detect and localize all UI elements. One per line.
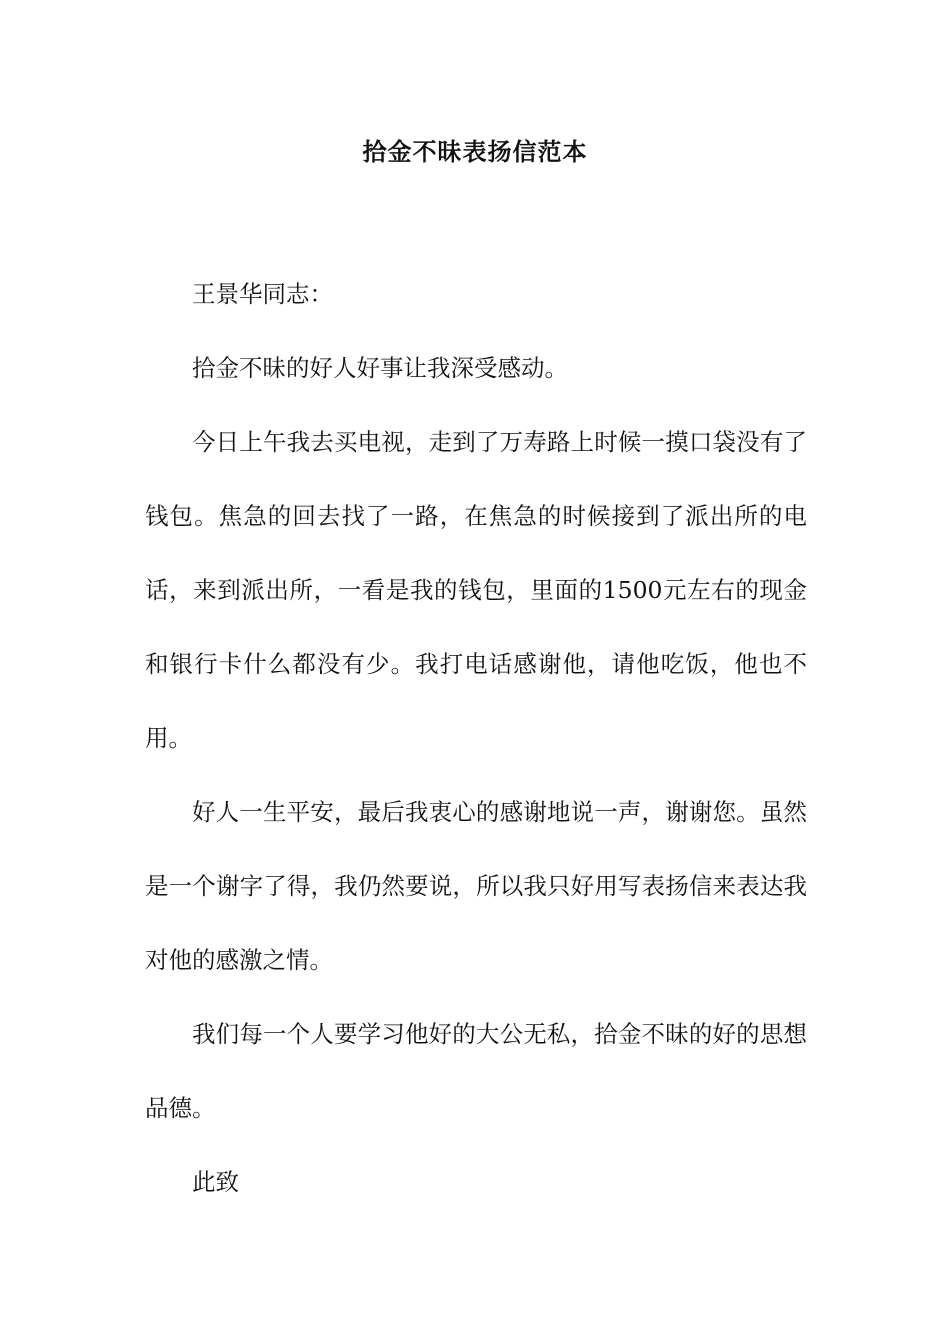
paragraph-4: 我们每一个人要学习他好的大公无私，拾金不昧的好的思想品德。 [145, 1020, 807, 1122]
document-title: 拾金不昧表扬信范本 [362, 137, 588, 166]
letter-body [145, 257, 807, 1219]
closing: 此致 [192, 1168, 239, 1196]
paragraph-2: 今日上午我去买电视，走到了万寿路上时候一摸口袋没有了钱包。焦急的回去找了一路，在焦急的时候接到了派出所的电话，来到派出所，一看是我的钱包，里面的1500元左右的现金和银行卡什么都没有少。我打电话感谢他，请他吃饭，他也不用。 [145, 428, 807, 752]
paragraph-1: 拾金不昧的好人好事让我深受感动。 [192, 354, 568, 382]
salutation: 王景华同志： [192, 280, 333, 308]
paragraph-3: 好人一生平安，最后我衷心的感谢地说一声，谢谢您。虽然是一个谢字了得，我仍然要说，所以我只好用写表扬信来表达我对他的感激之情。 [145, 798, 807, 974]
